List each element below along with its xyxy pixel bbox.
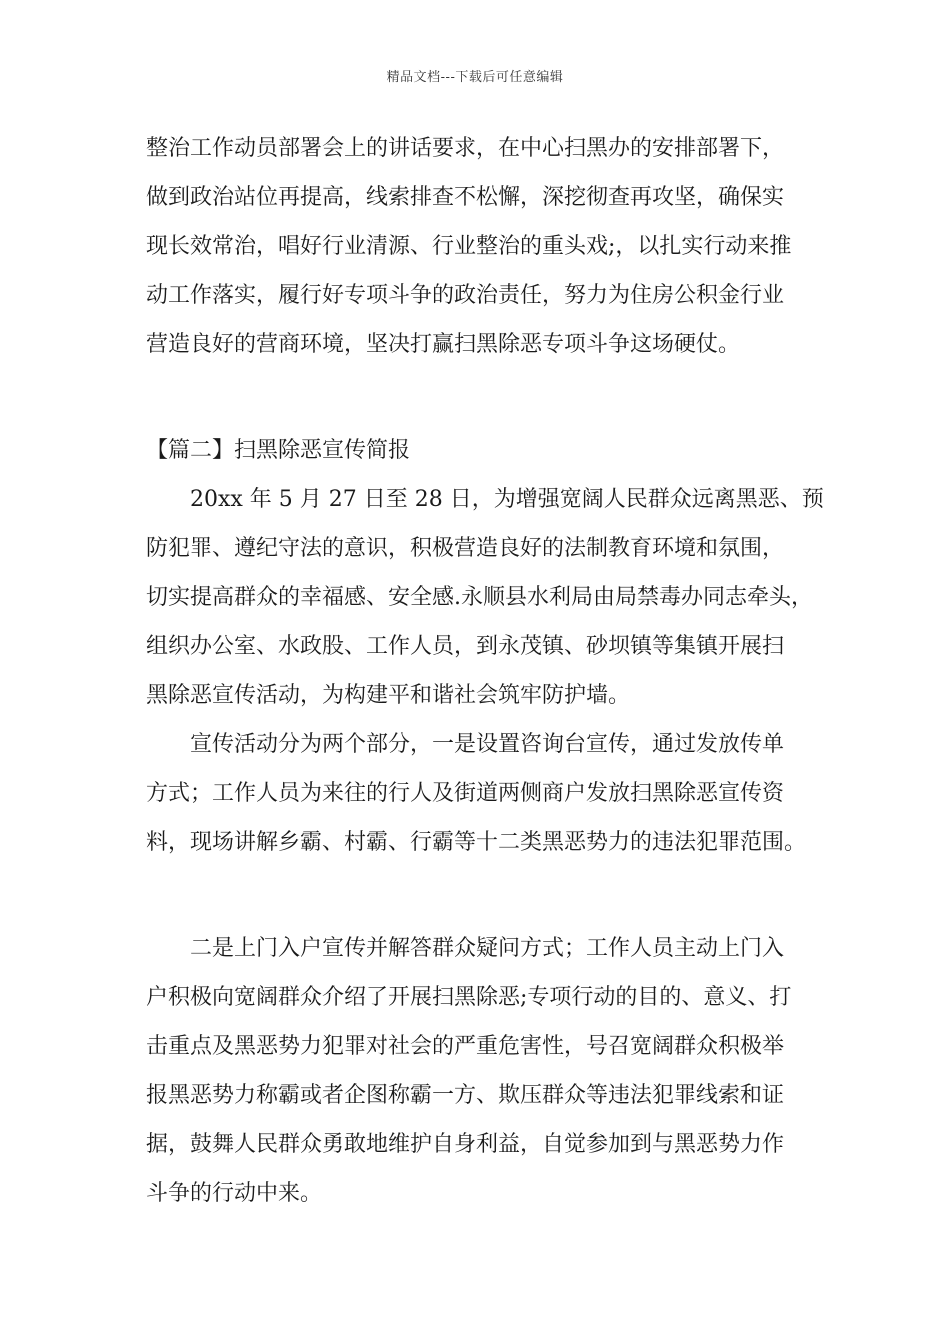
paragraph-line: 斗争的行动中来。 — [146, 1181, 323, 1206]
paragraph-line: 宣传活动分为两个部分，一是设置咨询台宣传，通过发放传单 — [190, 732, 785, 757]
paragraph-2 — [146, 475, 826, 720]
paragraph-line: 做到政治站位再提高，线索排查不松懈，深挖彻查再攻坚，确保实 — [146, 185, 785, 210]
paragraph-line: 黑除恶宣传活动，为构建平和谐社会筑牢防护墙。 — [146, 683, 631, 708]
paragraph-line: 料，现场讲解乡霸、村霸、行霸等十二类黑恶势力的违法犯罪范围。 — [146, 830, 807, 855]
paragraph-3 — [146, 720, 826, 867]
paragraph-line: 营造良好的营商环境，坚决打赢扫黑除恶专项斗争这场硬仗。 — [146, 332, 741, 357]
paragraph-1 — [146, 124, 826, 369]
paragraph-line: 组织办公室、水政股、工作人员，到永茂镇、砂坝镇等集镇开展扫 — [146, 634, 785, 659]
paragraph-line: 二是上门入户宣传并解答群众疑问方式；工作人员主动上门入 — [190, 936, 785, 961]
paragraph-line: 现长效常治，唱好行业清源、行业整治的重头戏;，以扎实行动来推 — [146, 234, 792, 259]
paragraph-line: 防犯罪、遵纪守法的意识，积极营造良好的法制教育环境和氛围， — [146, 536, 785, 561]
paragraph-line: 据，鼓舞人民群众勇敢地维护自身利益，自觉参加到与黑恶势力作 — [146, 1132, 785, 1157]
paragraph-line: 报黑恶势力称霸或者企图称霸一方、欺压群众等违法犯罪线索和证 — [146, 1083, 785, 1108]
paragraph-line: 动工作落实，履行好专项斗争的政治责任，努力为住房公积金行业 — [146, 283, 785, 308]
paragraph-line: 整治工作动员部署会上的讲话要求，在中心扫黑办的安排部署下， — [146, 136, 785, 161]
paragraph-line: 击重点及黑恶势力犯罪对社会的严重危害性，号召宽阔群众积极举 — [146, 1034, 785, 1059]
paragraph-line: 切实提高群众的幸福感、安全感.永顺县水利局由局禁毒办同志牵头， — [146, 585, 813, 610]
page-header: 精品文档---下载后可任意编辑 — [386, 70, 564, 85]
paragraph-line: 20xx 年 5 月 27 日至 28 日，为增强宽阔人民群众远离黑恶、预 — [190, 487, 824, 512]
section-heading-text: 【篇二】扫黑除恶宣传简报 — [146, 438, 411, 463]
section-heading — [146, 426, 826, 475]
paragraph-line: 方式；工作人员为来往的行人及街道两侧商户发放扫黑除恶宣传资 — [146, 781, 785, 806]
paragraph-line: 户积极向宽阔群众介绍了开展扫黑除恶;专项行动的目的、意义、打 — [146, 985, 792, 1010]
paragraph-4 — [146, 924, 826, 1218]
